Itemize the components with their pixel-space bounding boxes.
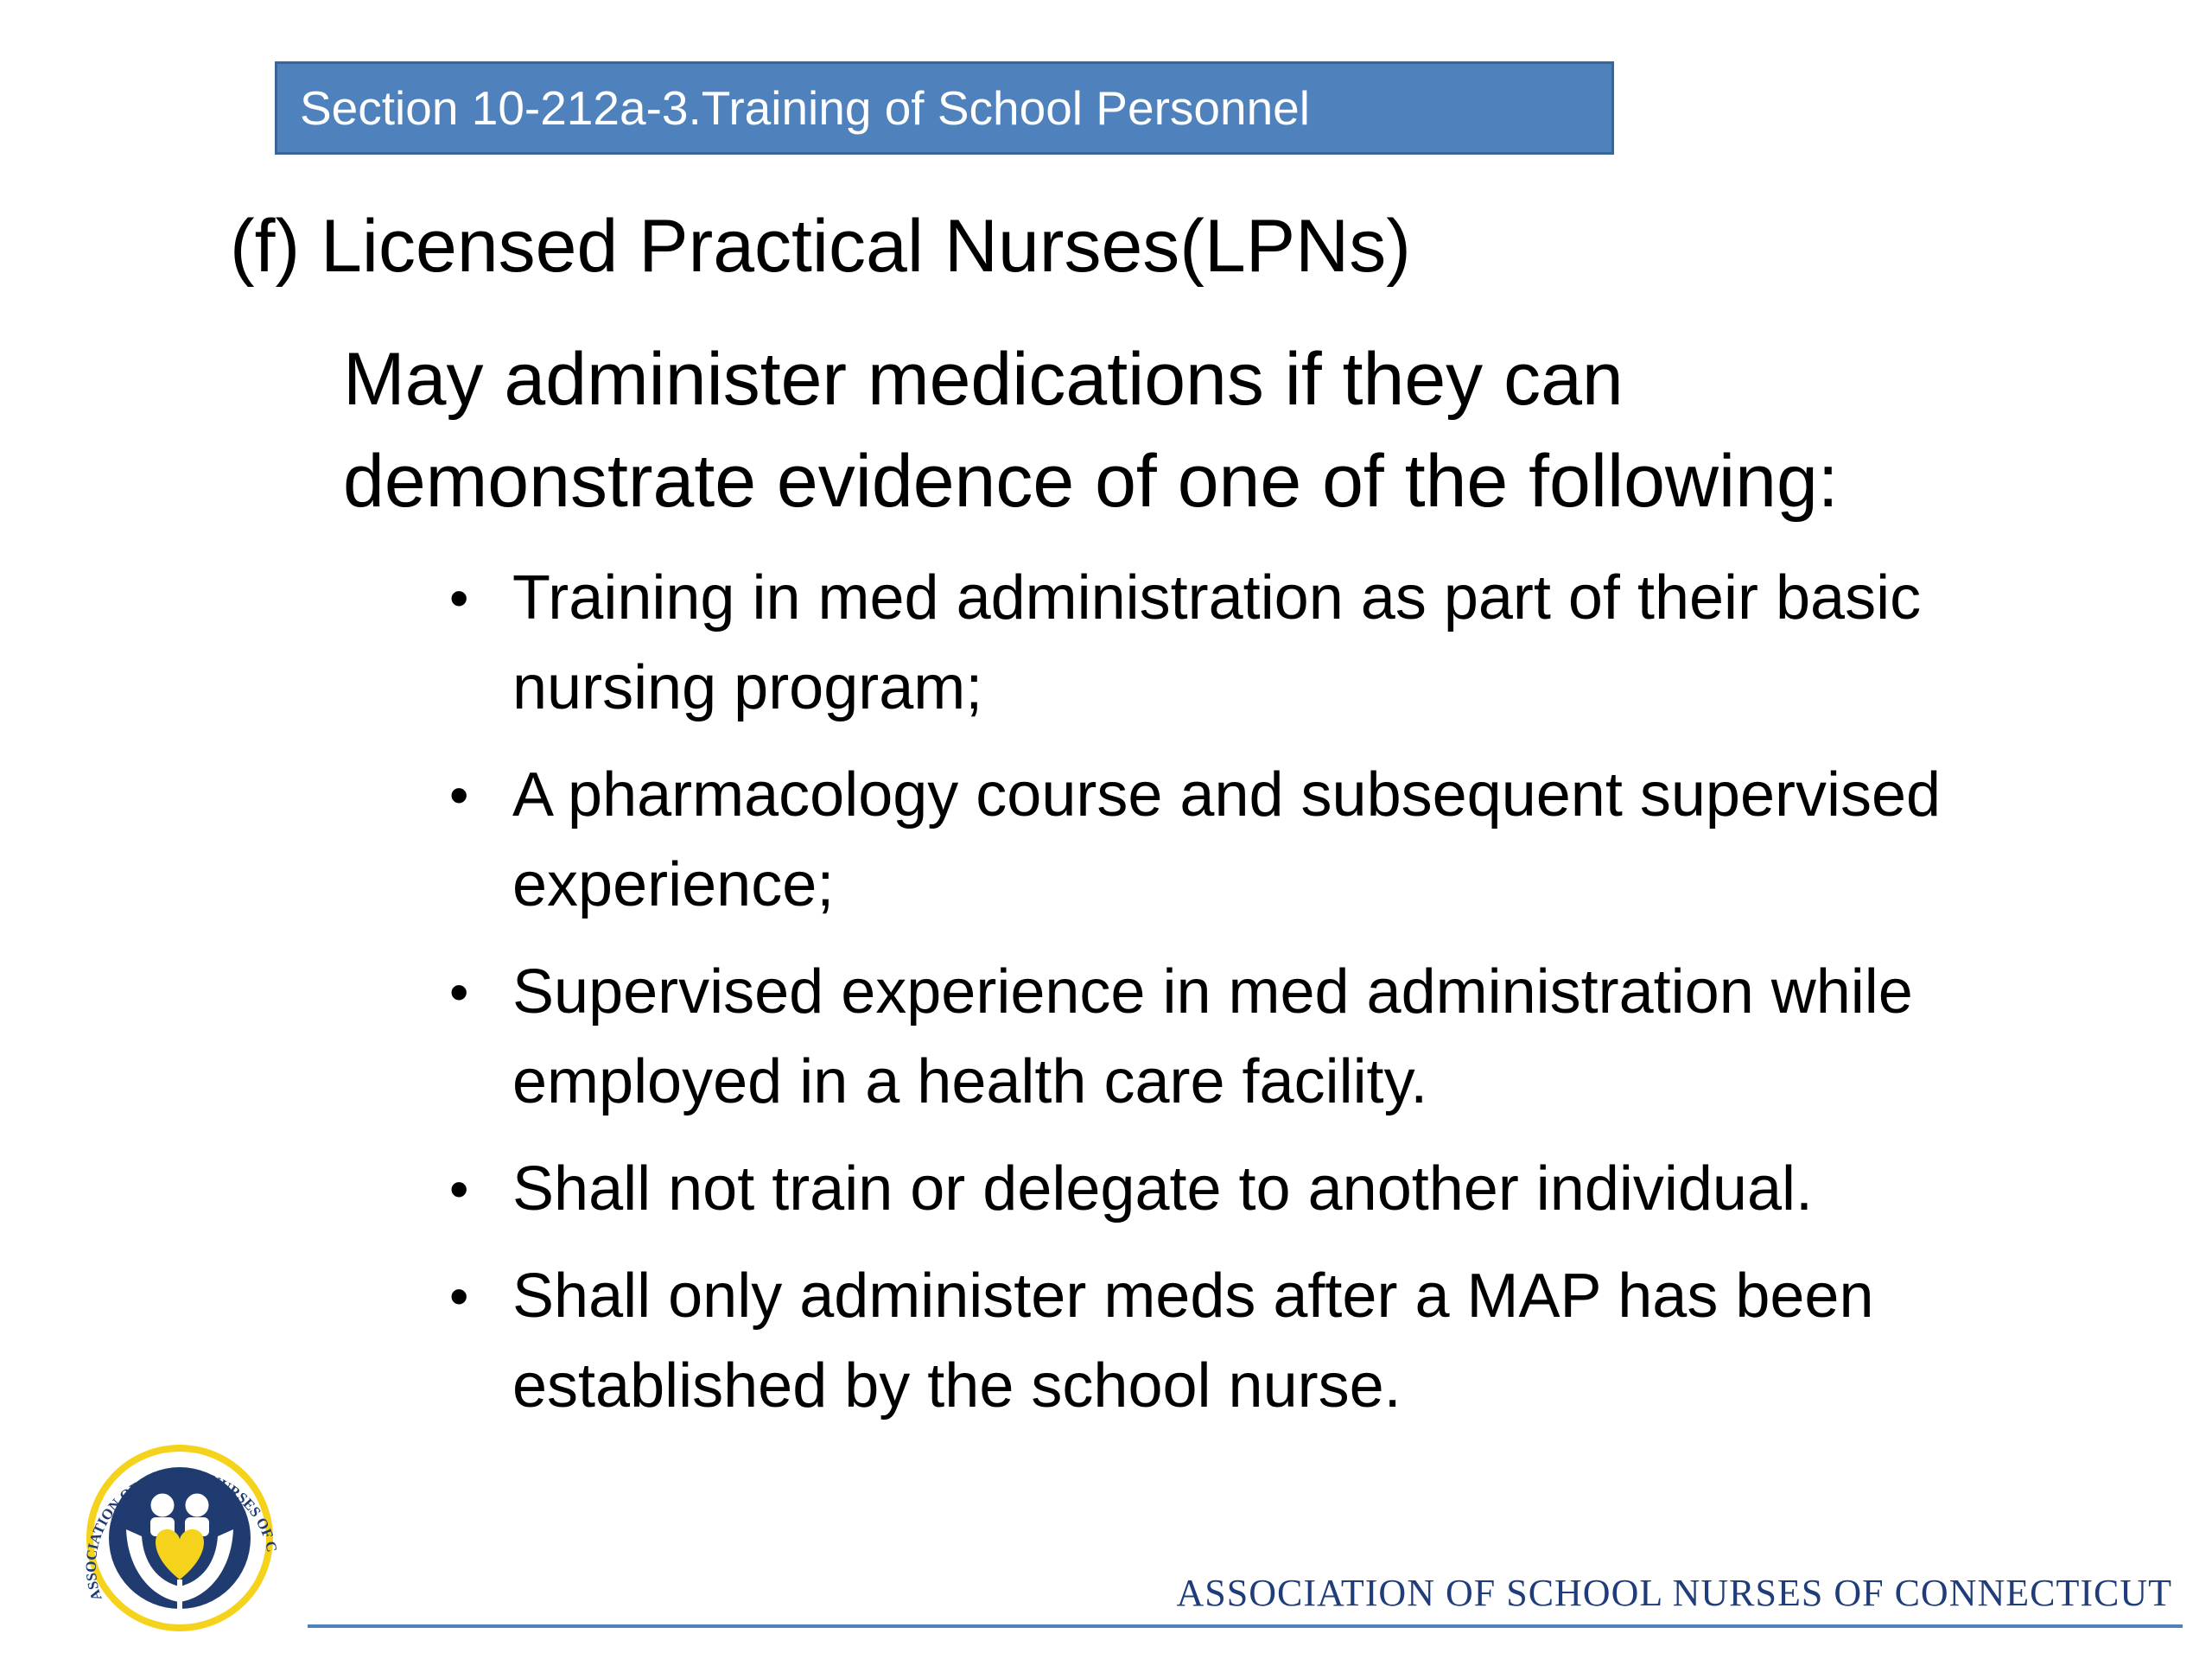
school-nurses-association-logo-icon xyxy=(67,1426,292,1640)
footer-divider xyxy=(308,1624,2183,1628)
list-item-text: Shall not train or delegate to another individual. xyxy=(512,1154,1814,1224)
footer-organization-name: ASSOCIATION OF SCHOOL NURSES OF CONNECTICUT xyxy=(1176,1572,2172,1614)
list-item xyxy=(449,750,2056,930)
list-item xyxy=(449,947,2056,1127)
list-item-text: Supervised experience in med administration while employed in a health care facility. xyxy=(512,957,1913,1116)
intro-paragraph: May administer medications if they can demonstrate evidence of one of the following: xyxy=(343,338,1839,523)
bullet-dot-icon: • xyxy=(449,764,469,826)
list-item xyxy=(449,1251,2056,1431)
list-item xyxy=(449,553,2056,733)
list-item-text: A pharmacology course and subsequent supervised experience; xyxy=(512,760,1942,919)
requirements-list xyxy=(449,553,2056,1448)
list-item-text: Shall only administer meds after a MAP has been established by the school nurse. xyxy=(512,1262,1874,1421)
bullet-dot-icon: • xyxy=(449,567,469,629)
bullet-dot-icon: • xyxy=(449,961,469,1023)
bullet-dot-icon: • xyxy=(449,1265,469,1327)
bullet-dot-icon: • xyxy=(449,1158,469,1220)
list-item-text: Training in med administration as part of their basic nursing program; xyxy=(512,563,1922,722)
section-title: Section 10-212a-3.Training of School Personnel xyxy=(300,80,1310,135)
section-heading: (f) Licensed Practical Nurses(LPNs) xyxy=(230,205,1411,288)
section-title-banner xyxy=(275,61,1614,155)
logo-ring-text: ASSOCIATION OF SCHOOL NURSES OF C xyxy=(82,1466,281,1603)
list-item xyxy=(449,1144,2056,1234)
